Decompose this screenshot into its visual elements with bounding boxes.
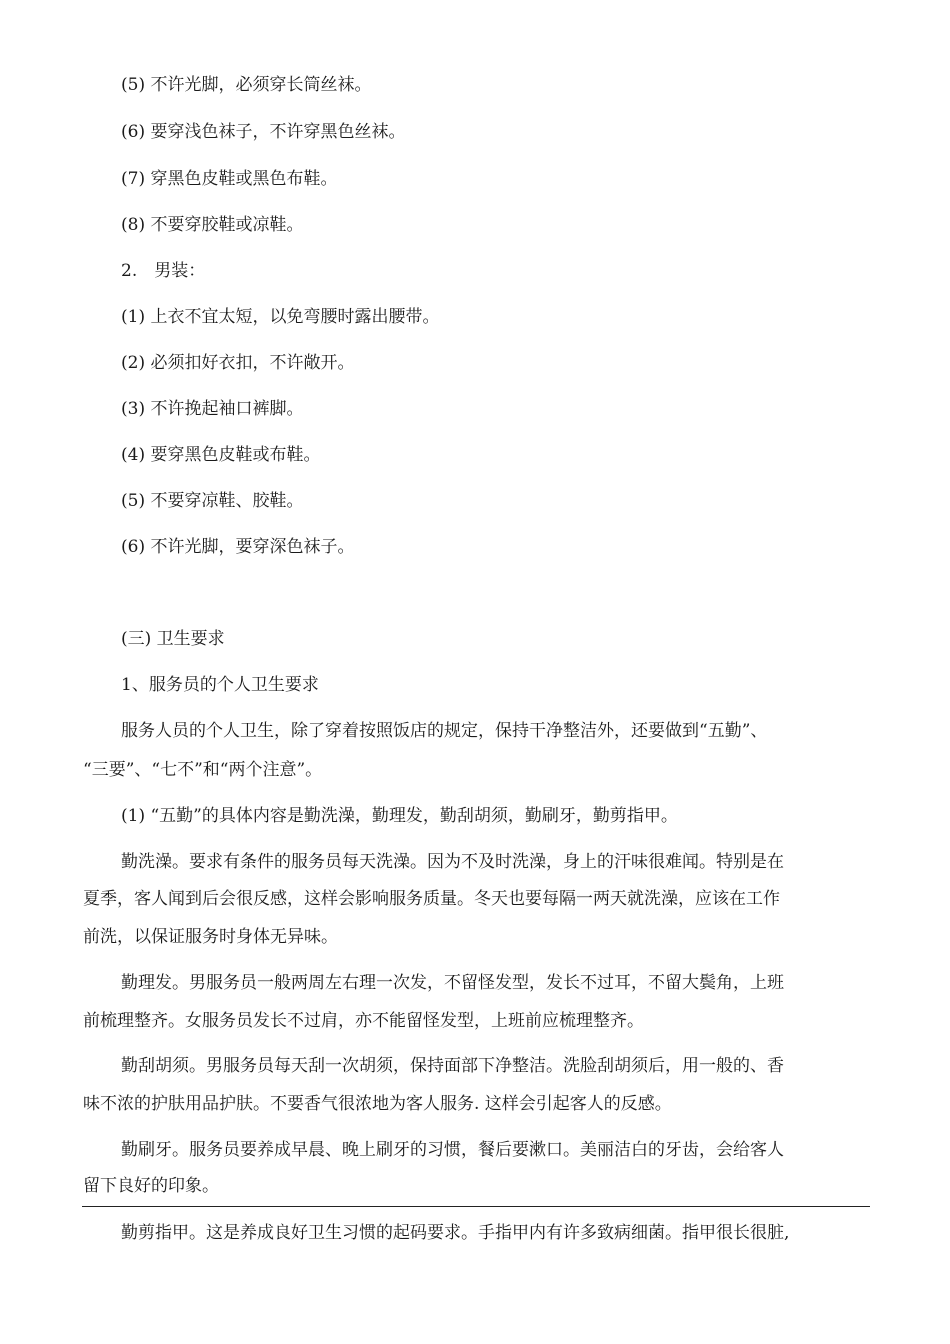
paragraph-line: 勤剪指甲。这是养成良好卫生习惯的起码要求。手指甲内有许多致病细菌。指甲很长很脏, [121, 1223, 790, 1243]
list-item: (4) 要穿黑色皮鞋或布鞋。 [121, 445, 321, 465]
list-item: (5) 不许光脚，必须穿长筒丝袜。 [121, 75, 372, 95]
paragraph-line: 勤刮胡须。男服务员每天刮一次胡须，保持面部下净整洁。洗脸刮胡须后，用一般的、香 [121, 1056, 784, 1076]
paragraph-line: 前梳理整齐。女服务员发长不过肩，亦不能留怪发型，上班前应梳理整齐。 [83, 1011, 644, 1031]
list-item: (1) 上衣不宜太短，以免弯腰时露出腰带。 [121, 307, 440, 327]
paragraph-line: 勤洗澡。要求有条件的服务员每天洗澡。因为不及时洗澡，身上的汗味很难闻。特别是在 [121, 852, 784, 872]
paragraph-line: 前洗，以保证服务时身体无异味。 [83, 927, 338, 947]
paragraph-line: 服务人员的个人卫生，除了穿着按照饭店的规定，保持干净整洁外，还要做到“五勤”、 [121, 721, 768, 741]
list-item: (6) 要穿浅色袜子，不许穿黑色丝袜。 [121, 122, 406, 142]
list-item: (1) “五勤”的具体内容是勤洗澡，勤理发，勤刮胡须，勤刷牙，勤剪指甲。 [121, 806, 678, 826]
list-item: (6) 不许光脚，要穿深色袜子。 [121, 537, 355, 557]
paragraph-line: 夏季，客人闻到后会很反感，这样会影响服务质量。冬天也要每隔一两天就洗澡，应该在工作 [83, 889, 780, 909]
subsection-heading: 1、服务员的个人卫生要求 [121, 675, 319, 695]
paragraph-line: 留下良好的印象。 [83, 1176, 219, 1196]
list-item: (8) 不要穿胶鞋或凉鞋。 [121, 215, 304, 235]
list-item: (3) 不许挽起袖口裤脚。 [121, 399, 304, 419]
paragraph-line: 味不浓的护肤用品护肤。不要香气很浓地为客人服务. 这样会引起客人的反感。 [83, 1094, 672, 1114]
men-dress-heading: 2. 男装： [121, 261, 206, 281]
section-heading: (三) 卫生要求 [121, 629, 225, 649]
paragraph-line: 勤刷牙。服务员要养成早晨、晚上刷牙的习惯，餐后要漱口。美丽洁白的牙齿，会给客人 [121, 1140, 784, 1160]
paragraph-line: 勤理发。男服务员一般两周左右理一次发，不留怪发型，发长不过耳，不留大鬓角，上班 [121, 973, 784, 993]
list-item: (5) 不要穿凉鞋、胶鞋。 [121, 491, 304, 511]
list-item: (7) 穿黑色皮鞋或黑色布鞋。 [121, 169, 338, 189]
horizontal-divider [82, 1206, 870, 1207]
list-item: (2) 必须扣好衣扣，不许敞开。 [121, 353, 355, 373]
paragraph-line: “三要”、“七不”和“两个注意”。 [83, 760, 323, 780]
